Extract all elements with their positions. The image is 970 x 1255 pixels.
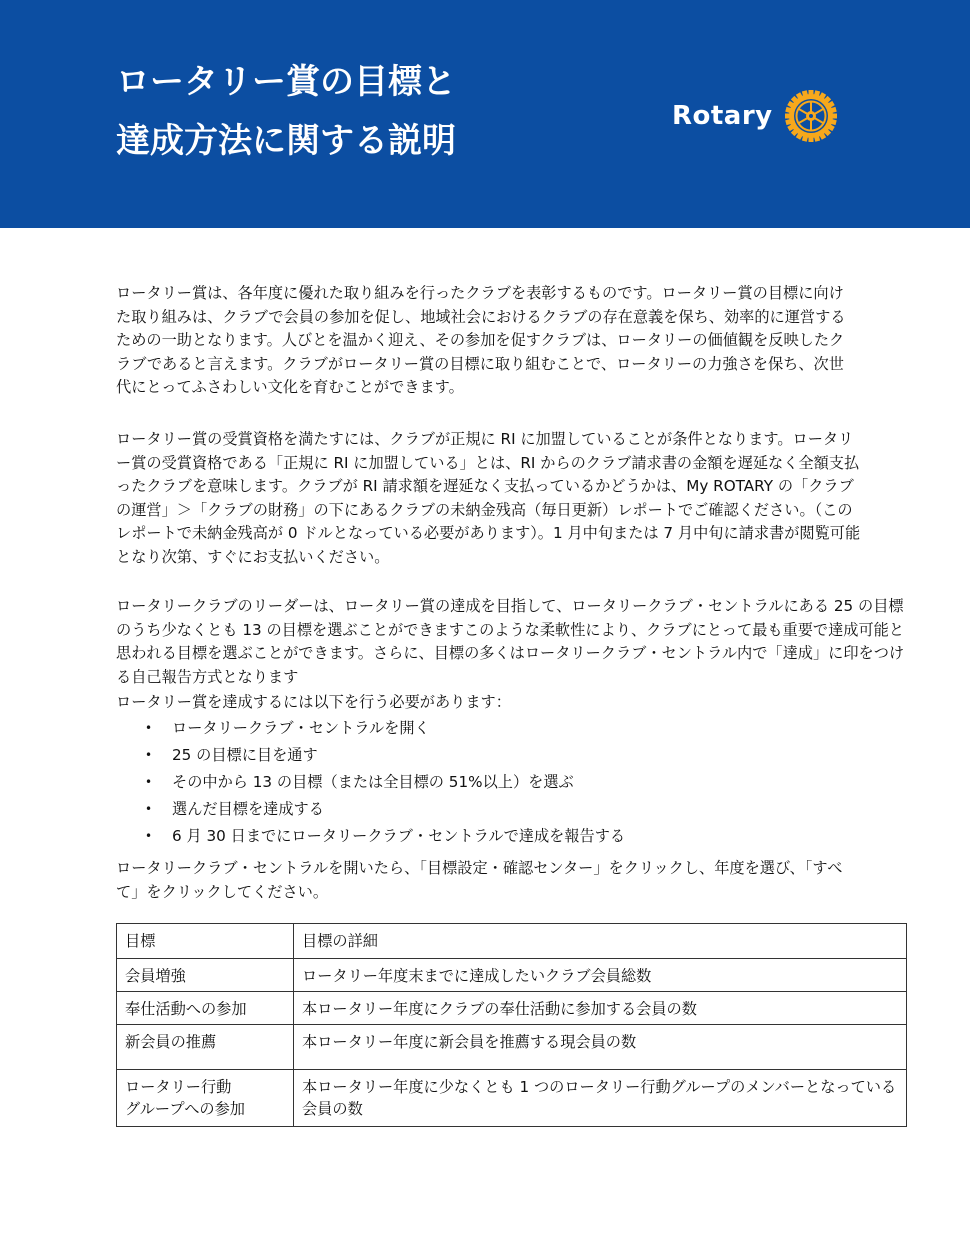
rotary-logo [672,88,841,144]
table-row [117,1025,907,1070]
list-item-text: 6 月 30 日までにロータリークラブ・セントラルで達成を報告する [172,827,626,845]
bullet-icon: • [145,721,153,735]
list-item-text: 25 の目標に目を通す [172,746,318,764]
goal-selection-paragraph: ロータリークラブのリーダーは、ロータリー賞の達成を目指して、ロータリークラブ・セントラルにある 25 の目標のうち少なくとも 13 の目標を選ぶことができますこのような柔軟性により、クラブにとって最も重要で達成可能と思われる目標を選ぶことができます。さらに、目標の多くはロータリークラブ・セントラル内で「達成」に印をつける自己報告方式となります [116,597,905,686]
detail-cell: 本ロータリー年度にクラブの奉仕活動に参加する会員の数 [294,992,907,1025]
list-item-text: その中から 13 の目標（または全目標の 51%以上）を選ぶ [172,773,574,791]
steps-lead-text: ロータリー賞を達成するには以下を行う必要があります： [116,693,511,711]
rotary-logo-text: Rotary [672,101,773,131]
goals-table [116,923,907,1127]
table-row [117,1070,907,1127]
bullet-icon: • [145,829,153,843]
list-item-text: ロータリークラブ・セントラルを開く [172,719,430,737]
page-title-line-2: 達成方法に関する説明 [116,121,456,161]
table-row [117,959,907,992]
list-item [116,797,625,824]
instructions-paragraph: ロータリークラブ・セントラルを開いたら、「目標設定・確認センター」をクリックし、年度を選び、「すべて」をクリックしてください。 [116,859,843,901]
goal-cell-line: ロータリー行動 [125,1078,232,1096]
goal-cell: 会員増強 [117,959,294,992]
page-title-line-1: ロータリー賞の目標と [116,62,456,102]
detail-cell: 本ロータリー年度に少なくとも 1 つのロータリー行動グループのメンバーとなっている会員の数 [294,1070,907,1127]
list-item-text: 選んだ目標を達成する [172,800,324,818]
table-header-row [117,924,907,959]
list-item [116,716,625,743]
bullet-icon: • [145,748,153,762]
bullet-icon: • [145,775,153,789]
goal-cell-line: グループへの参加 [125,1100,245,1118]
goal-cell: 奉仕活動への参加 [117,992,294,1025]
list-item [116,770,625,797]
eligibility-paragraph: ロータリー賞の受賞資格を満たすには、クラブが正規に RI に加盟していることが条件となります。ロータリー賞の受賞資格である「正規に RI に加盟している」とは、RI からのクラブ請求書の金額を遅延なく全額支払ったクラブを意味します。クラブが RI 請求額を遅延なく支払っているかどうかは、My ROTARY の「クラブの運営」＞「クラブの財務」の下にあるクラブの未納金残高（毎日更新）レポートでご確認ください。（このレポートで未納金残高が 0 ドルとなっている必要があります）。1 月中旬または 7 月中旬に請求書が閲覧可能となり次第、すぐにお支払いください。 [116,430,861,566]
rotary-wheel-icon [781,86,841,146]
bullet-icon: • [145,802,153,816]
table-row [117,992,907,1025]
list-item [116,824,625,851]
header-banner [0,0,970,228]
column-header-detail: 目標の詳細 [294,924,907,959]
list-item [116,743,625,770]
goal-cell: 新会員の推薦 [117,1025,294,1070]
intro-paragraph: ロータリー賞は、各年度に優れた取り組みを行ったクラブを表彰するものです。ロータリー賞の目標に向けた取り組みは、クラブで会員の参加を促し、地域社会におけるクラブの存在意義を保ち、効率的に運営するための一助となります。人びとを温かく迎え、その参加を促すクラブは、ロータリーの価値観を反映したクラブであると言えます。クラブがロータリー賞の目標に取り組むことで、ロータリーの力強さを保ち、次世代にとってふさわしい文化を育むことができます。 [116,284,846,396]
detail-cell: 本ロータリー年度に新会員を推薦する現会員の数 [294,1025,907,1070]
goal-cell [117,1070,294,1127]
detail-cell: ロータリー年度末までに達成したいクラブ会員総数 [294,959,907,992]
column-header-goal: 目標 [117,924,294,959]
steps-list [116,716,625,851]
